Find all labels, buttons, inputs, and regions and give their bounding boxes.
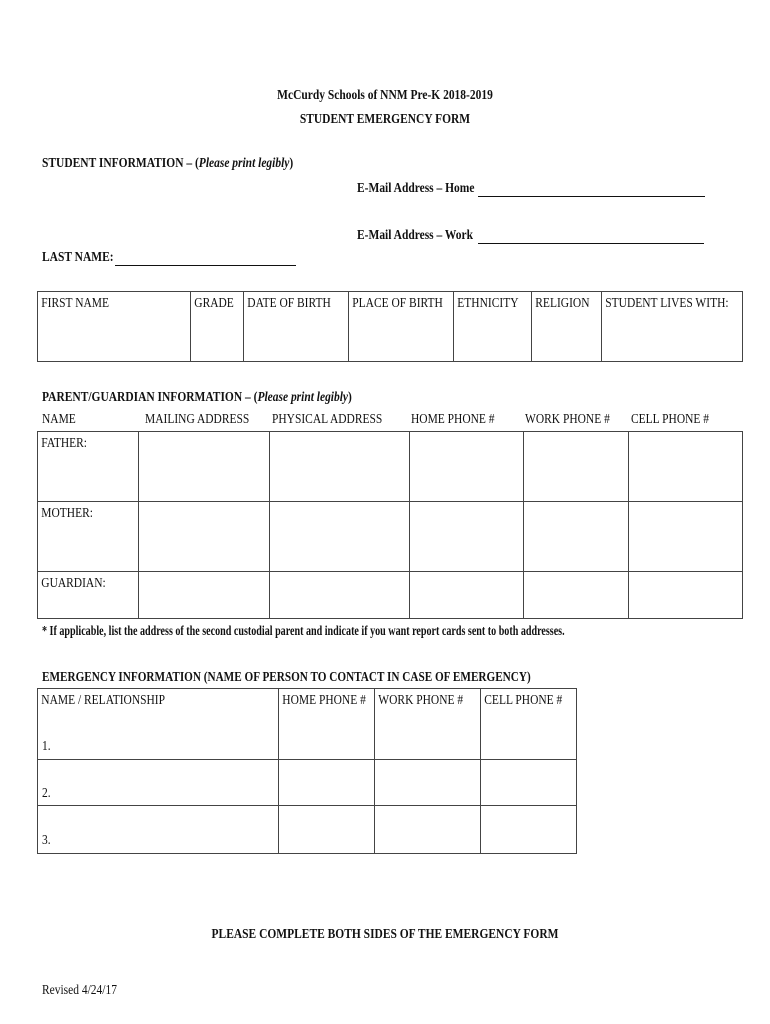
contact-1-work-phone-cell[interactable]	[375, 689, 481, 760]
student-table	[37, 291, 743, 362]
guardian-physical-cell[interactable]	[270, 572, 410, 619]
email-work-field[interactable]	[478, 243, 704, 244]
contact-2-number: 2.	[42, 786, 51, 801]
name-relationship-header: NAME / RELATIONSHIP	[41, 693, 166, 708]
grade-header: GRADE	[194, 296, 234, 311]
religion-cell[interactable]	[532, 292, 602, 362]
guardian-mailing-cell[interactable]	[139, 572, 270, 619]
first-name-cell[interactable]	[38, 292, 191, 362]
parent-col-name: NAME	[42, 412, 76, 427]
mother-cell-phone-cell[interactable]	[629, 502, 743, 572]
date-of-birth-cell[interactable]	[244, 292, 349, 362]
emergency-work-phone-header: WORK PHONE #	[378, 693, 464, 708]
parent-col-physical: PHYSICAL ADDRESS	[272, 412, 383, 427]
father-home-phone-cell[interactable]	[410, 432, 524, 502]
email-home-label: E-Mail Address – Home	[357, 181, 475, 196]
parent-heading-close: )	[348, 390, 352, 405]
form-title: STUDENT EMERGENCY FORM	[299, 112, 471, 127]
guardian-label: GUARDIAN:	[41, 576, 106, 591]
complete-both-sides-notice: PLEASE COMPLETE BOTH SIDES OF THE EMERGENCY FORM	[211, 927, 559, 942]
ethnicity-header: ETHNICITY	[457, 296, 519, 311]
parent-col-work-phone: WORK PHONE #	[525, 412, 610, 427]
lives-with-cell[interactable]	[602, 292, 743, 362]
mother-work-phone-cell[interactable]	[524, 502, 629, 572]
parent-table	[37, 431, 743, 619]
contact-2-home-phone-cell[interactable]	[279, 760, 375, 806]
father-mailing-cell[interactable]	[139, 432, 270, 502]
contact-3-home-phone-cell[interactable]	[279, 806, 375, 854]
contact-3-work-phone-cell[interactable]	[375, 806, 481, 854]
contact-1-home-phone-cell[interactable]	[279, 689, 375, 760]
mother-label-cell	[38, 502, 139, 572]
custodial-note: * If applicable, list the address of the second custodial parent and indicate if you want report cards sent to both addresses.	[42, 624, 565, 639]
contact-1-name-cell[interactable]	[38, 689, 279, 760]
emergency-table	[37, 688, 577, 854]
student-heading-italic: Please print legibly	[198, 156, 290, 171]
place-of-birth-header: PLACE OF BIRTH	[352, 296, 443, 311]
email-work-label: E-Mail Address – Work	[357, 228, 473, 243]
contact-1-number: 1.	[42, 739, 51, 754]
emergency-cell-phone-header: CELL PHONE #	[484, 693, 563, 708]
last-name-label: LAST NAME:	[42, 250, 114, 265]
religion-header: RELIGION	[535, 296, 590, 311]
parent-heading-italic: Please print legibly	[257, 390, 349, 405]
parent-col-mailing: MAILING ADDRESS	[145, 412, 250, 427]
revised-date: Revised 4/24/17	[42, 983, 117, 998]
parent-col-home-phone: HOME PHONE #	[411, 412, 495, 427]
student-heading-close: )	[289, 156, 294, 171]
student-info-heading	[42, 156, 293, 172]
grade-cell[interactable]	[191, 292, 244, 362]
guardian-label-cell	[38, 572, 139, 619]
father-label-cell	[38, 432, 139, 502]
father-work-phone-cell[interactable]	[524, 432, 629, 502]
mother-physical-cell[interactable]	[270, 502, 410, 572]
contact-3-name-cell[interactable]	[38, 806, 279, 854]
parent-col-cell-phone: CELL PHONE #	[631, 412, 710, 427]
guardian-work-phone-cell[interactable]	[524, 572, 629, 619]
contact-2-work-phone-cell[interactable]	[375, 760, 481, 806]
father-label: FATHER:	[41, 436, 87, 451]
contact-3-number: 3.	[42, 833, 51, 848]
parent-heading-text: PARENT/GUARDIAN INFORMATION – (	[42, 390, 258, 405]
father-physical-cell[interactable]	[270, 432, 410, 502]
contact-2-cell-phone-cell[interactable]	[481, 760, 577, 806]
date-of-birth-header: DATE OF BIRTH	[247, 296, 331, 311]
mother-mailing-cell[interactable]	[139, 502, 270, 572]
guardian-cell-phone-cell[interactable]	[629, 572, 743, 619]
mother-label: MOTHER:	[41, 506, 93, 521]
place-of-birth-cell[interactable]	[349, 292, 454, 362]
contact-3-cell-phone-cell[interactable]	[481, 806, 577, 854]
school-title: McCurdy Schools of NNM Pre-K 2018-2019	[277, 88, 493, 103]
contact-1-cell-phone-cell[interactable]	[481, 689, 577, 760]
emergency-home-phone-header: HOME PHONE #	[282, 693, 366, 708]
parent-info-heading	[42, 390, 352, 406]
lives-with-header: STUDENT LIVES WITH:	[605, 296, 729, 311]
student-heading-text: STUDENT INFORMATION – (	[42, 156, 199, 171]
father-cell-phone-cell[interactable]	[629, 432, 743, 502]
last-name-field[interactable]	[115, 265, 296, 266]
ethnicity-cell[interactable]	[454, 292, 532, 362]
first-name-header: FIRST NAME	[41, 296, 110, 311]
contact-2-name-cell[interactable]	[38, 760, 279, 806]
emergency-heading: EMERGENCY INFORMATION (NAME OF PERSON TO CONTACT IN CASE OF EMERGENCY)	[42, 670, 531, 685]
email-home-field[interactable]	[478, 196, 705, 197]
guardian-home-phone-cell[interactable]	[410, 572, 524, 619]
mother-home-phone-cell[interactable]	[410, 502, 524, 572]
